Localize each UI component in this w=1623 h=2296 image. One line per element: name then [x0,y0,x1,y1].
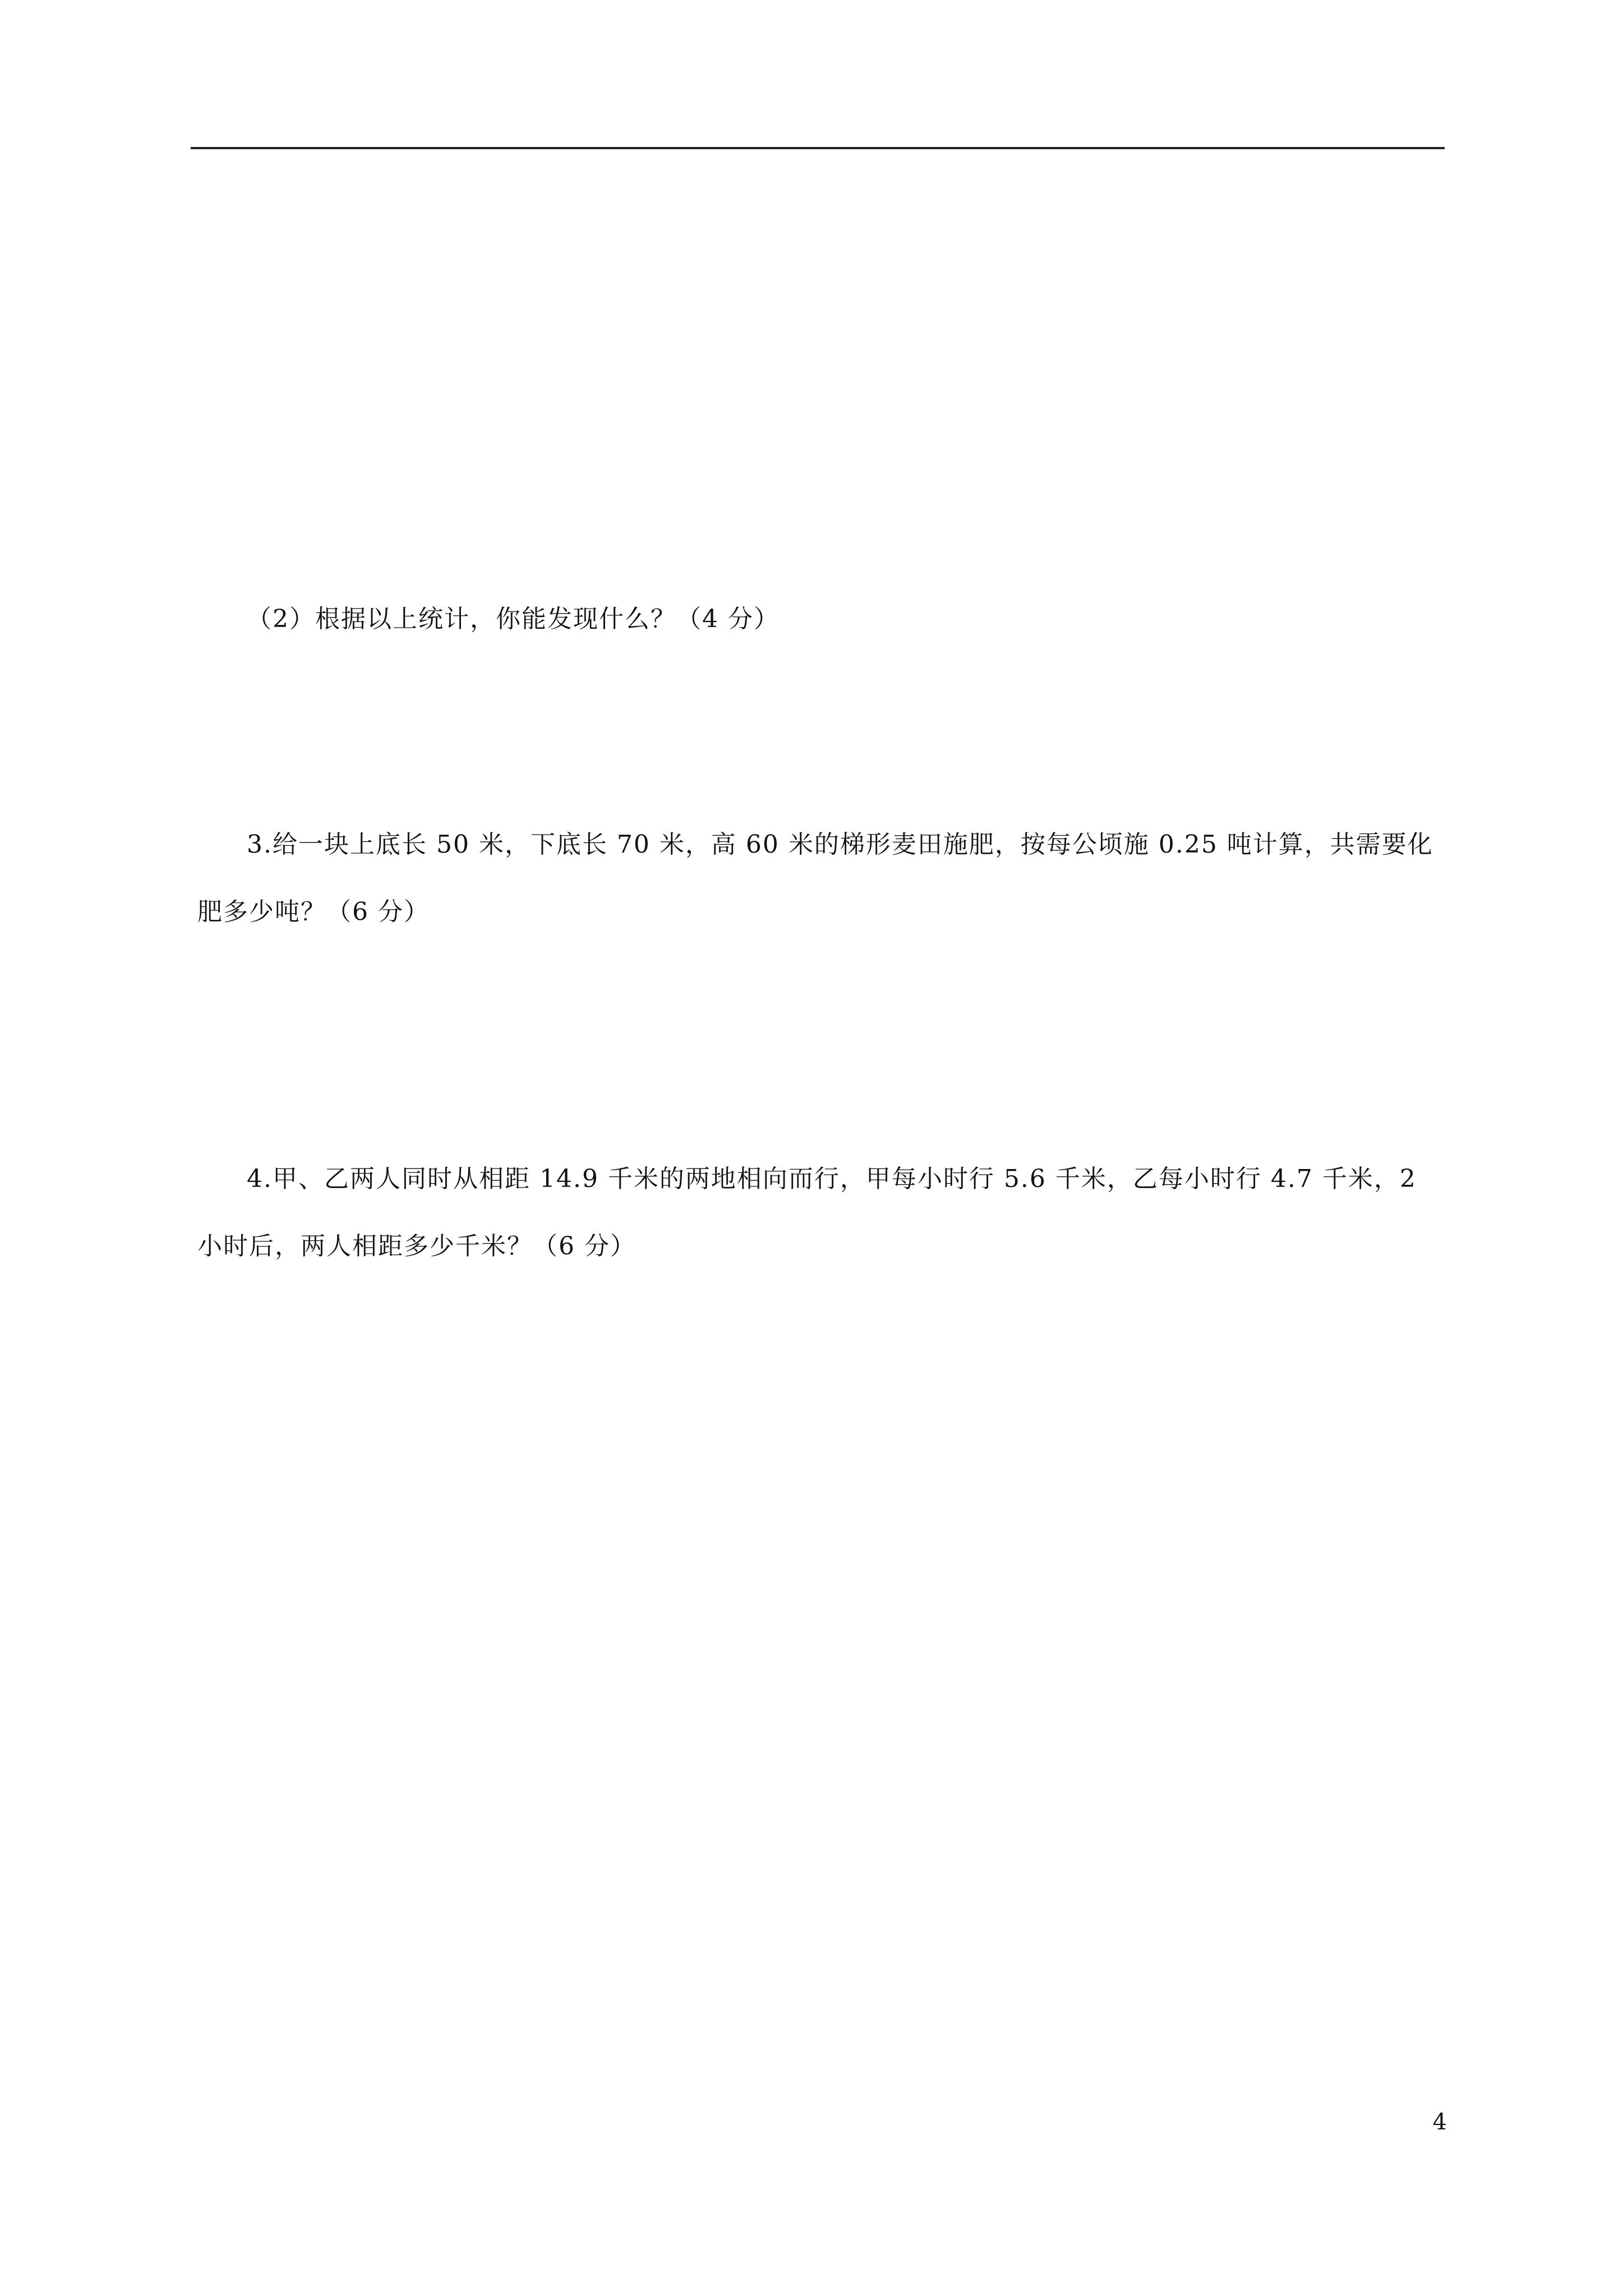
question-2-part-2: （2）根据以上统计，你能发现什么？（4 分） [247,605,780,633]
header-rule [191,147,1445,149]
question-3: 3.给一块上底长 50 米，下底长 70 米，高 60 米的梯形麦田施肥，按每公顷施 0.25 吨计算，共需要化肥多少吨？（6 分） [197,830,1433,926]
page-number: 4 [1432,2109,1447,2135]
question-4: 4.甲、乙两人同时从相距 14.9 千米的两地相向而行，甲每小时行 5.6 千米，乙每小时行 4.7 千米，2 小时后，两人相距多少千米？（6 分） [197,1165,1417,1260]
